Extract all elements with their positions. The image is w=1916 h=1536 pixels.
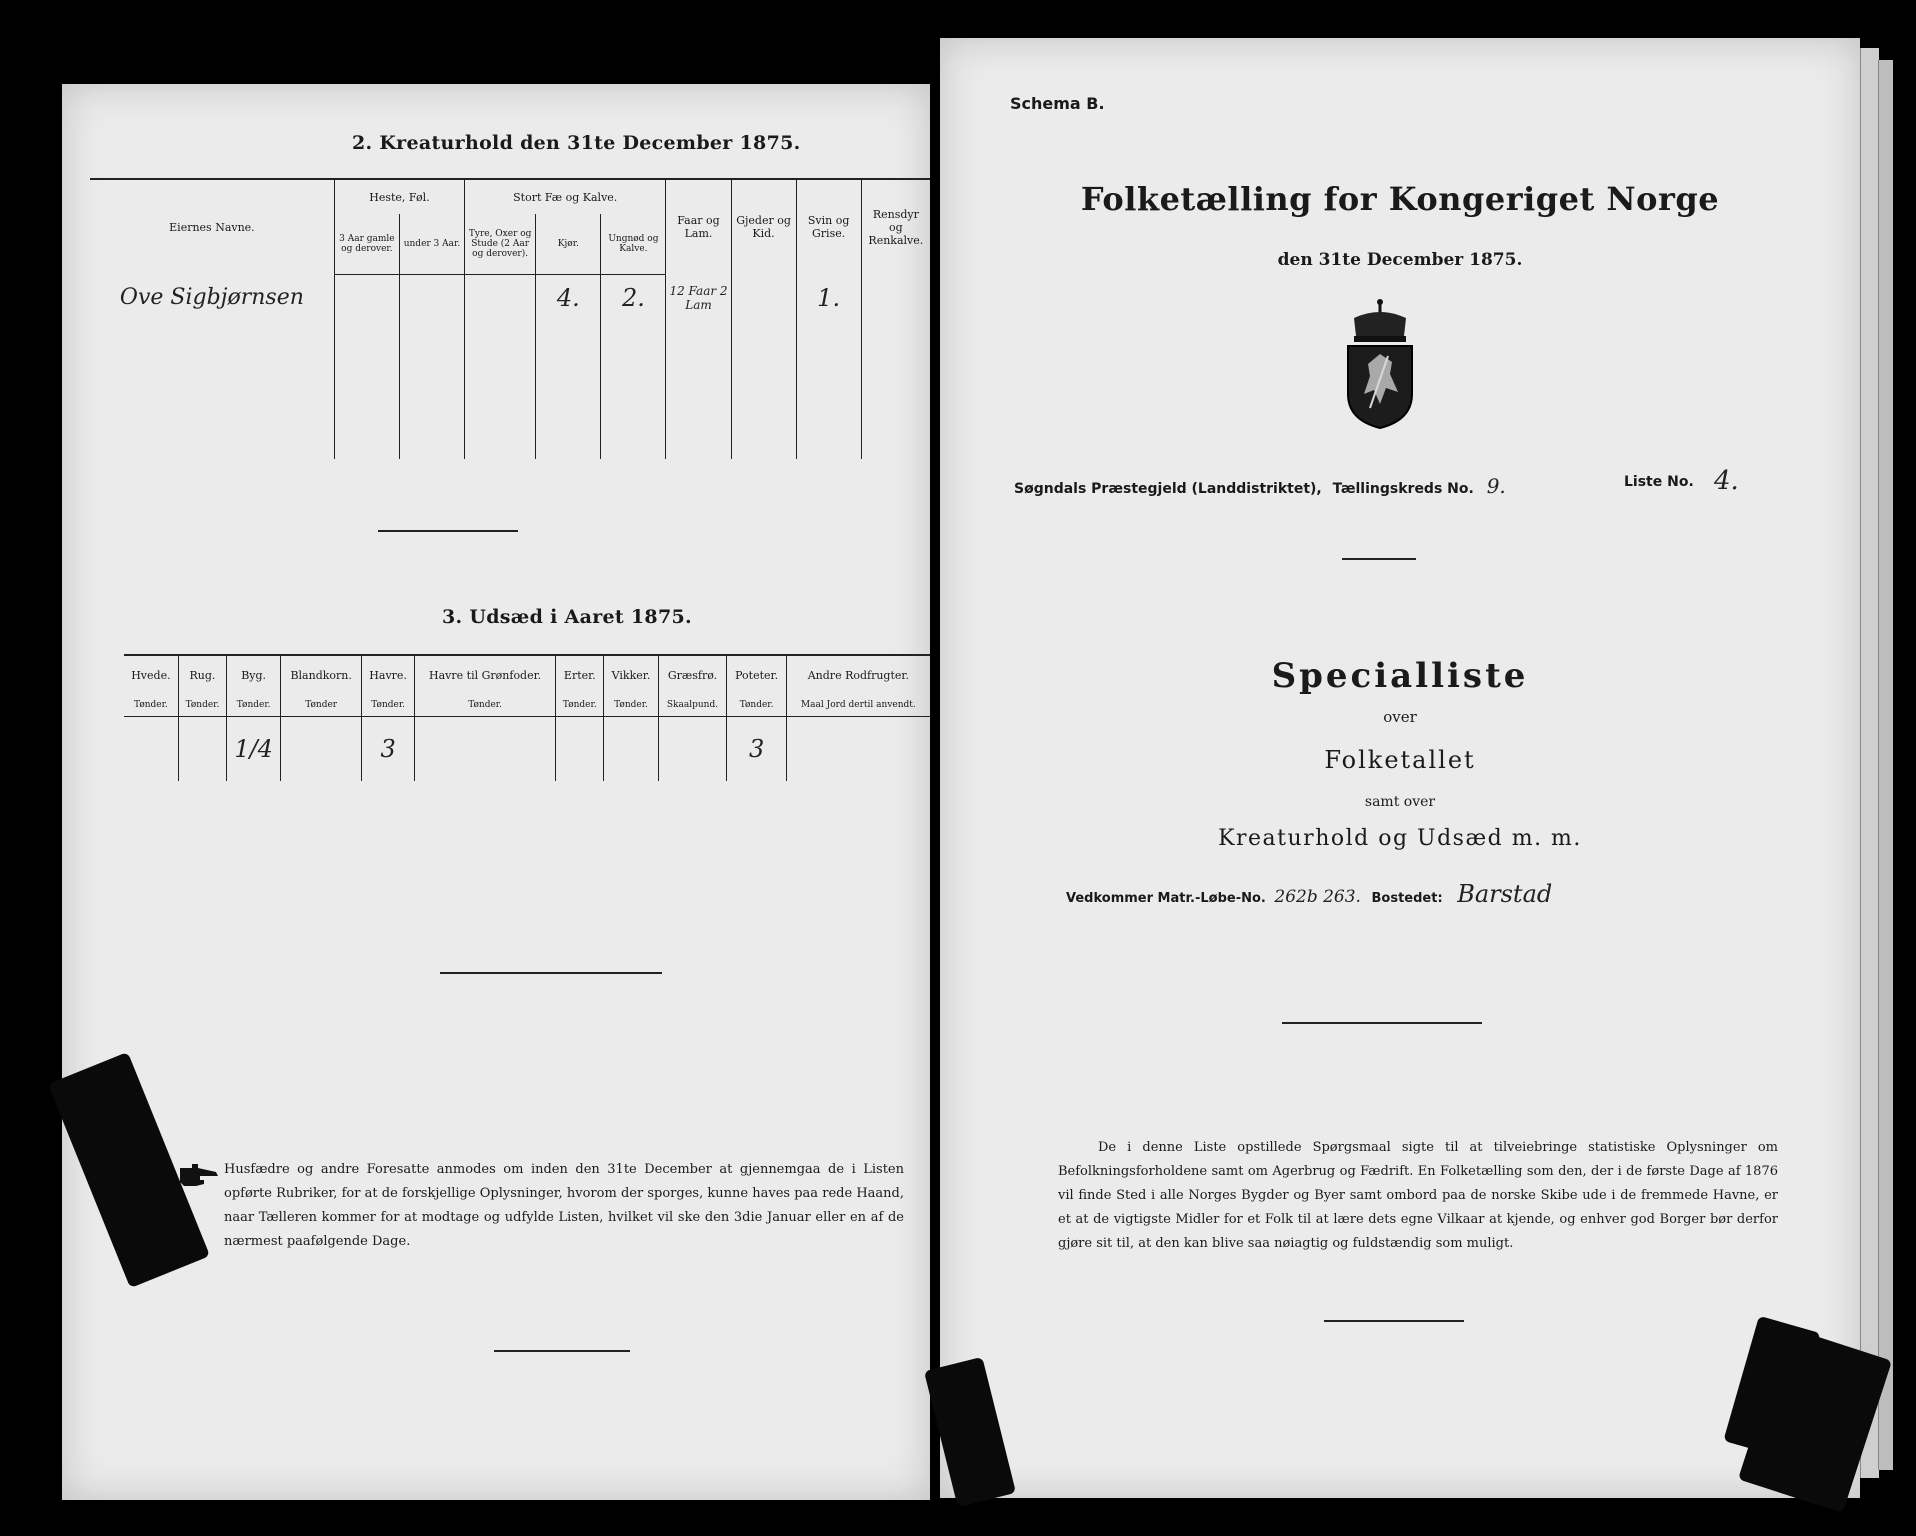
seed-value (124, 717, 178, 782)
horses-young-header: under 3 Aar. (399, 214, 464, 275)
parish-name: Søgndals Præstegjeld (Landdistriktet), (1014, 481, 1322, 497)
seed-unit: Tønder. (362, 694, 415, 717)
cattle-bulls-value (465, 275, 536, 322)
seed-unit: Tønder. (178, 694, 226, 717)
divider (1324, 1320, 1464, 1322)
cattle-header: Stort Fæ og Kalve. (465, 179, 666, 214)
special-title: Specialliste (1271, 656, 1529, 696)
goats-header: Gjeder og Kid. (731, 179, 796, 275)
matr-label: Vedkommer Matr.-Løbe-No. (1066, 891, 1266, 906)
seed-header: Vikker. (604, 655, 658, 694)
pigs-value: 1. (796, 275, 861, 322)
cattle-young-header: Ungnød og Kalve. (601, 214, 666, 275)
horses-old-header: 3 Aar gamle og derover. (334, 214, 399, 275)
intro-text: De i denne Liste opstillede Spørgsmaal sigte til at tilveiebringe statistiske Oplysninger om Befolkningsforholdene samt om Agerbrug og Fædrift. En Folketælling som den, der i de første Dage af 1876 vil finde Sted i alle Norges Bygder og Byer samt ombord paa de norske Skibe ude i de fremmede Havne, er et at de vigtigste Midler for et Folk til at lære dets egne Vilkaar at kjende, og enhver god Borger bør derfor gjøre sit til, at den kan blive saa nøiagtig og fuldstændig som muligt. (1058, 1140, 1778, 1251)
kreaturhold-text: Kreaturhold og Udsæd m. m. (1218, 826, 1582, 851)
norwegian-coat-of-arms (1340, 296, 1420, 430)
binding-clip (924, 1357, 1016, 1507)
seed-header: Hvede. (124, 655, 178, 694)
seed-header: Havre. (362, 655, 415, 694)
seed-unit: Tønder. (727, 694, 786, 717)
divider (494, 1350, 630, 1352)
seed-value: 3 (727, 717, 786, 782)
seed-unit: Tønder. (556, 694, 604, 717)
seed-unit: Tønder. (415, 694, 556, 717)
reindeer-header: Rensdyr og Renkalve. (861, 179, 930, 275)
reindeer-value (861, 275, 930, 322)
right-page (940, 38, 1860, 1498)
seed-value (556, 717, 604, 782)
pointing-hand-icon (178, 1162, 220, 1190)
seed-value (415, 717, 556, 782)
seed-header: Byg. (227, 655, 281, 694)
list-label: Liste No. (1624, 474, 1694, 490)
census-date: den 31te December 1875. (1277, 250, 1523, 270)
seed-unit: Tønder. (604, 694, 658, 717)
pigs-header: Svin og Grise. (796, 179, 861, 275)
seed-value (281, 717, 362, 782)
table-row (124, 717, 930, 782)
section2-title: 2. Kreaturhold den 31te December 1875. (352, 132, 801, 154)
district-number: 9. (1486, 474, 1506, 498)
table-row (90, 275, 930, 322)
seed-value (604, 717, 658, 782)
seed-unit: Tønder (281, 694, 362, 717)
horses-young-value (399, 275, 464, 322)
location-line (1014, 466, 1834, 498)
bosted-value: Barstad (1457, 880, 1553, 908)
over-text: over (1383, 708, 1417, 726)
section3-title: 3. Udsæd i Aaret 1875. (442, 606, 692, 628)
seed-unit: Tønder. (227, 694, 281, 717)
horses-header: Heste, Føl. (334, 179, 464, 214)
page-edge (1860, 48, 1879, 1478)
seed-header: Erter. (556, 655, 604, 694)
seed-header: Græsfrø. (658, 655, 727, 694)
district-label: Tællingskreds No. (1332, 481, 1474, 497)
divider (440, 972, 662, 974)
seed-header: Poteter. (727, 655, 786, 694)
seed-value (786, 717, 930, 782)
seed-value: 3 (362, 717, 415, 782)
owner-name: Ove Sigbjørnsen (90, 275, 334, 322)
seed-value (178, 717, 226, 782)
notice-text: Husfædre og andre Foresatte anmodes om inden den 31te December at gjennemgaa de i Listen opførte Rubriker, for at de forskjellige Oplysninger, hvorom der sporges, kunne haves paa rede Haand, naar Tælleren kommer for at modtage og udfylde Listen, hvilket vil ske den 3die Januar eller en af de nærmest paafølgende Dage. (224, 1162, 904, 1249)
seed-header: Andre Rodfrugter. (786, 655, 930, 694)
seed-value: 1/4 (227, 717, 281, 782)
samt-over-text: samt over (1364, 794, 1436, 810)
seed-table (124, 654, 930, 781)
sheep-header: Faar og Lam. (666, 179, 731, 275)
sheep-value: 12 Faar 2 Lam (666, 275, 731, 322)
seed-value (658, 717, 727, 782)
matr-line (1066, 880, 1826, 908)
schema-label: Schema B. (1010, 94, 1105, 113)
divider (378, 530, 518, 532)
horses-old-value (334, 275, 399, 322)
folketallet-text: Folketallet (1324, 746, 1476, 774)
seed-unit: Skaalpund. (658, 694, 727, 717)
page-edge (1878, 60, 1893, 1470)
cattle-bulls-header: Tyre, Oxer og Stude (2 Aar og derover). (465, 214, 536, 275)
main-title: Folketælling for Kongeriget Norge (1080, 180, 1720, 218)
livestock-table (90, 178, 930, 459)
owner-header: Eiernes Navne. (90, 179, 334, 275)
cattle-cows-value: 4. (536, 275, 601, 322)
cattle-young-value: 2. (601, 275, 666, 322)
cattle-cows-header: Kjør. (536, 214, 601, 275)
seed-unit: Tønder. (124, 694, 178, 717)
seed-unit: Maal Jord dertil anvendt. (786, 694, 930, 717)
left-page (62, 84, 930, 1500)
divider (1342, 558, 1416, 560)
bosted-label: Bostedet: (1371, 891, 1443, 906)
matr-number: 262b 263. (1274, 887, 1361, 907)
seed-header: Blandkorn. (281, 655, 362, 694)
goats-value (731, 275, 796, 322)
divider (1282, 1022, 1482, 1024)
seed-header: Havre til Grønfoder. (415, 655, 556, 694)
seed-header: Rug. (178, 655, 226, 694)
list-number: 4. (1714, 466, 1739, 496)
